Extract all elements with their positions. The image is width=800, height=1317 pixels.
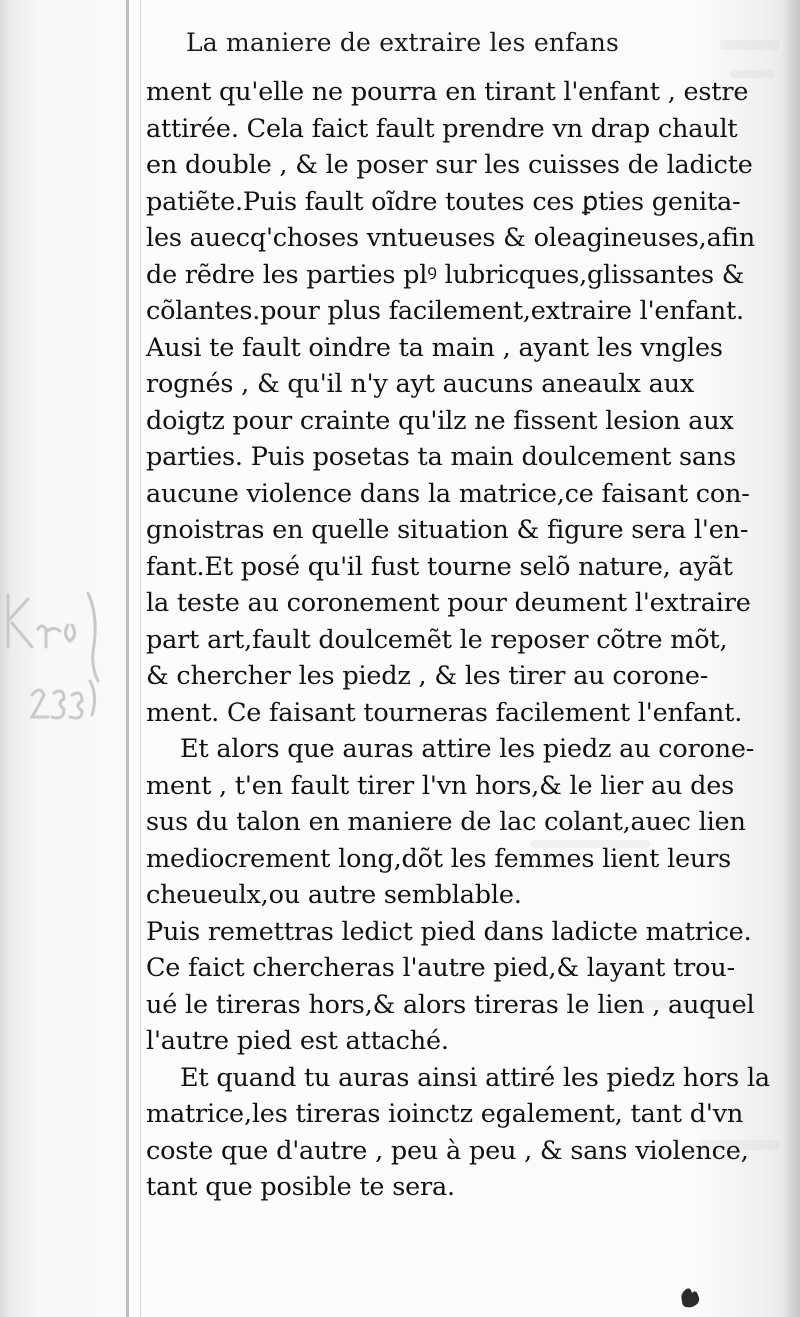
text-line: Puis remettras ledict pied dans ladicte matrice. bbox=[146, 916, 752, 947]
running-head: La maniere de extraire les enfans bbox=[186, 28, 620, 57]
text-line: attirée. Cela faict fault prendre vn drap chault bbox=[146, 113, 738, 144]
text-line: ment , t'en fault tirer l'vn hors,& le lier au des bbox=[146, 770, 735, 801]
text-line: Et quand tu auras ainsi attiré les piedz hors la bbox=[180, 1062, 770, 1093]
text-line: coste que d'autre , peu à peu , & sans violence, bbox=[146, 1135, 749, 1166]
text-line: tant que posible te sera. bbox=[146, 1172, 455, 1202]
text-line: & chercher les piedz , & les tirer au corone- bbox=[146, 661, 709, 691]
text-line: part art,fault doulcemẽt le reposer cõtre mõt, bbox=[146, 624, 728, 655]
text-line: cheueulx,ou autre semblable. bbox=[146, 880, 522, 910]
page-gutter-line bbox=[126, 0, 129, 1317]
text-line: la teste au coronement pour deument l'extraire bbox=[146, 588, 751, 618]
text-line: aucune violence dans la matrice,ce faisant con- bbox=[146, 478, 750, 509]
body-text bbox=[146, 74, 776, 1206]
text-line: l'autre pied est attaché. bbox=[146, 1026, 449, 1056]
printer-ornament-icon bbox=[676, 1285, 704, 1313]
text-line: Ce faict chercheras l'autre pied,& layant trou- bbox=[146, 953, 735, 983]
text-line: rognés , & qu'il n'y ayt aucuns aneaulx aux bbox=[146, 369, 695, 399]
text-line: patiẽte.Puis fault oĩdre toutes ces ꝑties genita- bbox=[146, 186, 741, 217]
text-line: doigtz pour crainte qu'ilz ne fissent lesion aux bbox=[146, 405, 734, 436]
text-line: ué le tireras hors,& alors tireras le lien , auquel bbox=[146, 989, 755, 1020]
text-line: ment. Ce faisant tourneras facilement l'enfant. bbox=[146, 697, 743, 728]
text-line: cõlantes.pour plus facilement,extraire l'enfant. bbox=[146, 296, 744, 326]
text-line: mediocrement long,dõt les femmes lient leurs bbox=[146, 843, 732, 874]
text-line: les auecq'choses vntueuses & oleagineuses,afin bbox=[146, 223, 755, 253]
page-gutter-line-inner bbox=[140, 0, 141, 1317]
text-line: de rẽdre les parties plꝰ lubricques,glissantes & bbox=[146, 259, 745, 290]
text-line: sus du talon en maniere de lac colant,auec lien bbox=[146, 807, 746, 837]
text-line: en double , & le poser sur les cuisses de ladicte bbox=[146, 150, 753, 180]
pencil-shelfmark-image bbox=[2, 585, 122, 755]
text-line: Ausi te fault oindre ta main , ayant les vngles bbox=[146, 332, 723, 363]
text-line: ment qu'elle ne pourra en tirant l'enfant , estre bbox=[146, 77, 749, 107]
text-line: matrice,les tireras ioinctz egalement, tant d'vn bbox=[146, 1099, 744, 1129]
text-line: Et alors que auras attire les piedz au corone- bbox=[180, 734, 755, 764]
text-line: parties. Puis posetas ta main doulcement sans bbox=[146, 442, 737, 472]
text-line: gnoistras en quelle situation & figure sera l'en- bbox=[146, 515, 749, 545]
text-line: fant.Et posé qu'il fust tourne selõ nature, ayãt bbox=[146, 551, 733, 582]
